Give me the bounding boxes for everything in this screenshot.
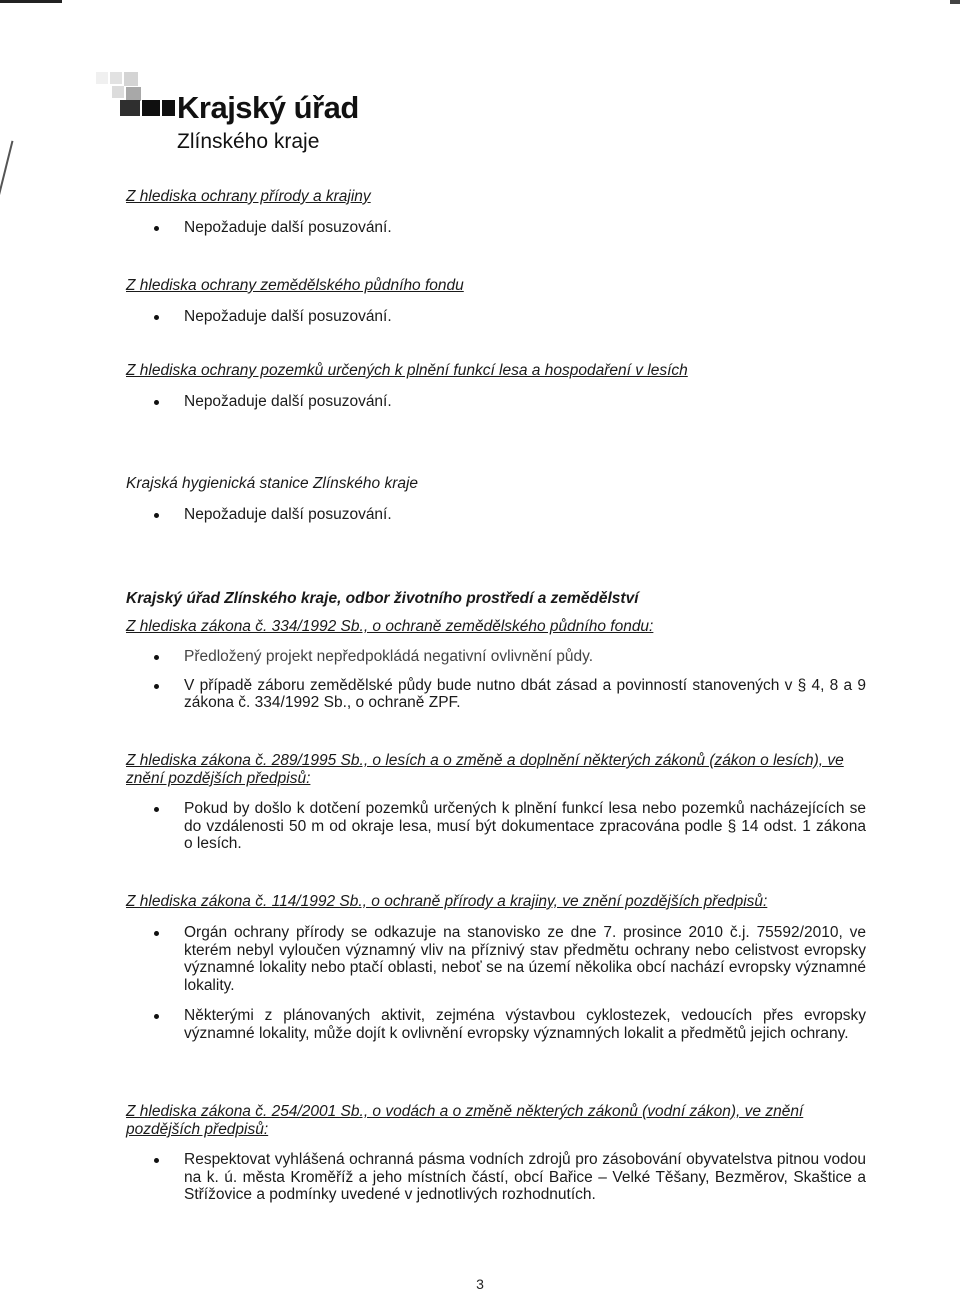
section-heading: Z hlediska ochrany zemědělského půdního fondu xyxy=(126,277,464,294)
bullet-icon xyxy=(154,315,159,320)
section-heading: Z hlediska ochrany přírody a krajiny xyxy=(126,188,371,205)
section-heading: Z hlediska zákona č. 114/1992 Sb., o ochraně přírody a krajiny, ve znění pozdějších předpisů: xyxy=(126,893,768,910)
list-item: Nepožaduje další posuzování. xyxy=(126,308,866,326)
list-item: Některými z plánovaných aktivit, zejména výstavbou cyklostezek, vedoucích přes evropsky významné lokality, může dojít k ovlivnění evropsky významných lokalit a předmětů jejich ochrany. xyxy=(126,1007,866,1042)
section-regional-office-environment xyxy=(126,590,866,712)
scan-edge-line xyxy=(0,141,13,202)
list-item: Nepožaduje další posuzování. xyxy=(126,506,866,524)
list-item: Předložený projekt nepředpokládá negativní ovlivnění půdy. xyxy=(126,648,866,666)
section-heading: Z hlediska zákona č. 289/1995 Sb., o lesích a o změně a doplnění některých zákonů (zákon o lesích), ve znění pozdějších předpisů: xyxy=(126,752,844,787)
bullet-icon xyxy=(154,684,159,689)
list-item: Nepožaduje další posuzování. xyxy=(126,219,866,237)
bullet-icon xyxy=(154,807,159,812)
section-forest-act xyxy=(126,752,866,853)
section-agricultural-land xyxy=(126,277,866,326)
scan-corner-mark-right xyxy=(950,0,960,4)
section-hygiene-station xyxy=(126,475,866,524)
logo-squares-icon xyxy=(96,72,176,132)
list-item: Nepožaduje další posuzování. xyxy=(126,393,866,411)
page-number: 3 xyxy=(476,1276,484,1292)
org-region: Zlínského kraje xyxy=(177,130,320,153)
bullet-list xyxy=(126,924,866,1042)
bullet-list xyxy=(126,393,866,411)
section-heading: Z hlediska zákona č. 254/2001 Sb., o vodách a o změně některých zákonů (vodní zákon), ve znění pozdějších předpisů: xyxy=(126,1103,804,1138)
section-subheading: Z hlediska zákona č. 334/1992 Sb., o ochraně zemědělského půdního fondu: xyxy=(126,618,654,635)
bullet-list xyxy=(126,308,866,326)
list-item: Orgán ochrany přírody se odkazuje na stanovisko ze dne 7. prosince 2010 č.j. 75592/2010, ve kterém nebyl vyloučen významný vliv na příznivý stav předmětu ochrany nebo celistvost evropsky významné lokality nebo ptačí oblasti, neboť se na území několika obcí nachází evropsky významné lokality. xyxy=(126,924,866,994)
bullet-icon xyxy=(154,655,159,660)
org-name: Krajský úřad xyxy=(177,90,359,125)
section-nature-act xyxy=(126,893,866,1042)
bullet-icon xyxy=(154,513,159,518)
section-heading: Krajský úřad Zlínského kraje, odbor životního prostředí a zemědělství xyxy=(126,590,639,607)
section-forest-land xyxy=(126,362,866,411)
list-item: Respektovat vyhlášená ochranná pásma vodních zdrojů pro zásobování obyvatelstva pitnou vodou na k. ú. města Kroměříž a jeho místních částí, obcí Bařice – Velké Těšany, Bezměrov, Skaštice a Střížovice a podmínky uvedené v jednotlivých rozhodnutích. xyxy=(126,1151,866,1204)
bullet-icon xyxy=(154,226,159,231)
bullet-icon xyxy=(154,1014,159,1019)
bullet-icon xyxy=(154,931,159,936)
bullet-icon xyxy=(154,400,159,405)
bullet-list xyxy=(126,506,866,524)
section-nature-protection xyxy=(126,188,866,237)
letterhead-logo xyxy=(96,72,416,162)
bullet-list xyxy=(126,800,866,853)
list-item: V případě záboru zemědělské půdy bude nutno dbát zásad a povinností stanovených v § 4, 8 a 9 zákona č. 334/1992 Sb., o ochraně ZPF. xyxy=(126,677,866,712)
bullet-list xyxy=(126,219,866,237)
bullet-list xyxy=(126,1151,866,1204)
list-item: Pokud by došlo k dotčení pozemků určených k plnění funkcí lesa nebo pozemků nacházejících se do vzdálenosti 50 m od okraje lesa, musí být dokumentace zpracována podle § 14 odst. 1 zákona o lesích. xyxy=(126,800,866,853)
bullet-list xyxy=(126,648,866,712)
section-heading: Z hlediska ochrany pozemků určených k plnění funkcí lesa a hospodaření v lesích xyxy=(126,362,688,379)
bullet-icon xyxy=(154,1158,159,1163)
section-heading: Krajská hygienická stanice Zlínského kraje xyxy=(126,475,419,492)
section-water-act xyxy=(126,1103,866,1204)
scan-corner-mark xyxy=(0,0,62,3)
